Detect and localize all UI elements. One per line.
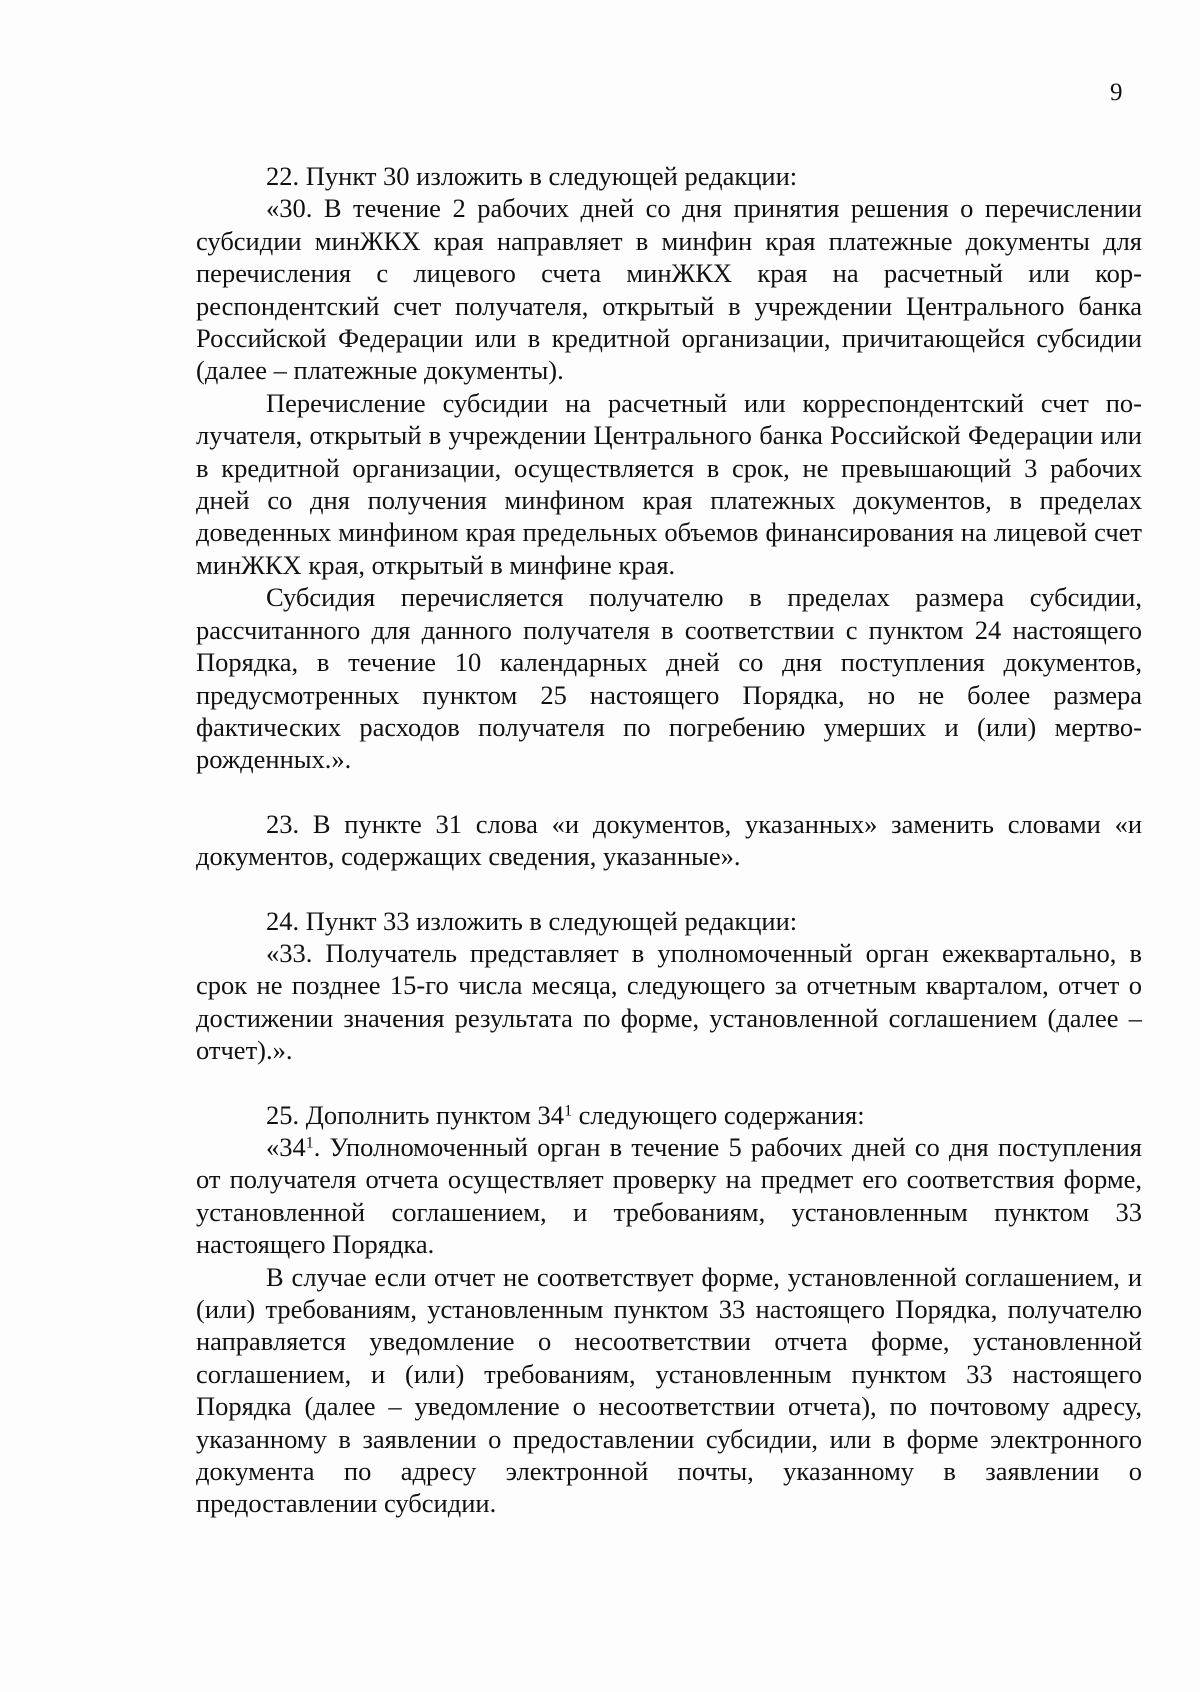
paragraph-text: «34 [266, 1131, 306, 1162]
paragraph: 22. Пункт 30 изложить в следующей редакции: [266, 161, 798, 191]
paragraph: 24. Пункт 33 изложить в следующей редакции: [266, 905, 798, 936]
paragraph: В случае если отчет не соответствует форме, установленной соглашением, и (или) требованиям, установленным пунктом 33 настоящего Порядка, получателю направляется уведомление о несоответствии отчета форме, установленной соглашением, и (или) требованиям, установленным пунктом 33 настоящего Порядка (далее – уведомление о несоответствии отчета), по почтовому адресу, указанному в заявлении о предоставлении субсидии, или в форме электронного документа по адресу электронной почты, указанному в заявлении о предоставлении субсидии. [196, 1261, 1142, 1519]
superscript: 1 [564, 1101, 573, 1119]
paragraph [196, 1131, 1142, 1261]
paragraph-text: следующего содержания: [572, 1099, 865, 1130]
superscript: 1 [305, 1134, 314, 1152]
page-number: 9 [1110, 79, 1123, 106]
paragraph: Перечисление субсидии на расчетный или корреспондентский счет получателя, открытый в учреждении Центрального банка Российской Федерации или в кредитной организации, осуществляется в срок, не превышающий 3 рабочих дней со дня получения минфином края платежных документов, в пределах доведенных минфином края предельных объемов финансирования на лицевой счет минЖКХ края, открытый в минфине края. [196, 387, 1142, 580]
paragraph: 23. В пункте 31 слова «и документов, указанных» заменить словами «и документов, содержащих сведения, указанные». [196, 808, 1142, 872]
document-body [196, 160, 1142, 1520]
paragraph: «33. Получатель представляет в уполномоченный орган ежеквартально, в срок не позднее 15-го числа месяца, следующего за отчетным кварталом, отчет о достижении значения результата по форме, установленной соглашением (далее – отчет).». [196, 937, 1142, 1066]
paragraph: «30. В течение 2 рабочих дней со дня принятия решения о перечислении субсидии минЖКХ края направляет в минфин края платежные документы для перечисления с лицевого счета минЖКХ края на расчетный или корреспондентский счет получателя, открытый в учреждении Центрального банка Российской Федерации или в кредитной организации, причитающейся субсидии (далее – платежные документы). [196, 193, 1142, 386]
paragraph [196, 1099, 1142, 1131]
paragraph-text: 25. Дополнить пунктом 34 [266, 1099, 565, 1130]
paragraph: Субсидия перечисляется получателю в пределах размера субсидии, рассчитанного для данного получателя в соответствии с пунктом 24 настоящего Порядка, в течение 10 календарных дней со дня поступления документов, предусмотренных пунктом 25 настоящего Порядка, но не более размера фактических расходов получателя по погребению умерших и (или) мертворожденных.». [196, 582, 1142, 775]
paragraph-text: . Уполномоченный орган в течение 5 рабочих дней со дня поступления от получателя отчета осуществляет проверку на предмет его соответствия форме, установленной соглашением, и требованиям, установленным пунктом 33 настоящего Порядка. [196, 1131, 1142, 1260]
